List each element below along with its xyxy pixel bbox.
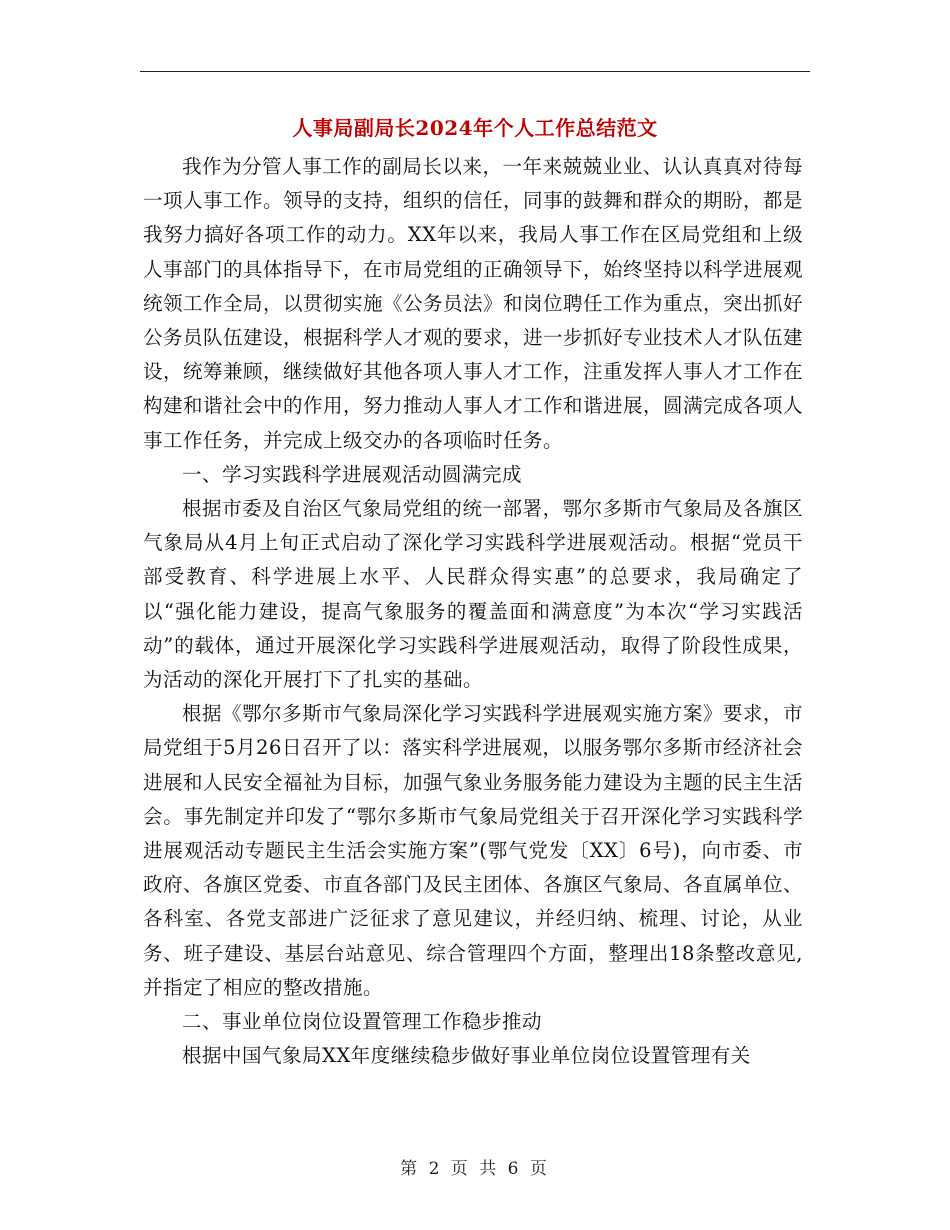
document-body	[143, 150, 803, 1073]
paragraph-section-2a: 根据中国气象局XX年度继续稳步做好事业单位岗位设置管理有关	[182, 1044, 751, 1068]
page-footer: 第 2 页 共 6 页	[400, 1159, 550, 1179]
paragraph-section-1a: 根据市委及自治区气象局党组的统一部署，鄂尔多斯市气象局及各旗区气象局从4月上旬正式启动了深化学习实践科学进展观活动。根据“党员干部受教育、科学进展上水平、人民群众得实惠”的总要求，我局确定了以“强化能力建设，提高气象服务的覆盖面和满意度”为本次“学习实践活动”的载体，通过开展深化学习实践科学进展观活动，取得了阶段性成果，为活动的深化开展打下了扎实的基础。	[143, 497, 803, 692]
paragraph-section-1b: 根据《鄂尔多斯市气象局深化学习实践科学进展观实施方案》要求，市局党组于5月26日召开了以：落实科学进展观，以服务鄂尔多斯市经济社会进展和人民安全福祉为目标，加强气象业务服务能力建设为主题的民主生活会。事先制定并印发了“鄂尔多斯市气象局党组关于召开深化学习实践科学进展观活动专题民主生活会实施方案”(鄂气党发〔XX〕6号)，向市委、市政府、各旗区党委、市直各部门及民主团体、各旗区气象局、各直属单位、各科室、各党支部进广泛征求了意见建议，并经归纳、梳理、讨论，从业务、班子建设、基层台站意见、综合管理四个方面，整理出18条整改意见,并指定了相应的整改措施。	[143, 702, 804, 999]
section-heading-1: 一、学习实践科学进展观活动圆满完成	[182, 462, 523, 486]
section-heading-2: 二、事业单位岗位设置管理工作稳步推动	[182, 1010, 543, 1034]
document-title: 人事局副局长2024年个人工作总结范文	[292, 116, 658, 140]
header-rule	[140, 71, 810, 72]
paragraph-intro: 我作为分管人事工作的副局长以来，一年来兢兢业业、认认真真对待每一项人事工作。领导的支持，组织的信任，同事的鼓舞和群众的期盼，都是我努力搞好各项工作的动力。XX年以来，我局人事工作在区局党组和上级人事部门的具体指导下，在市局党组的正确领导下，始终坚持以科学进展观统领工作全局，以贯彻实施《公务员法》和岗位聘任工作为重点，突出抓好公务员队伍建设，根据科学人才观的要求，进一步抓好专业技术人才队伍建设，统筹兼顾，继续做好其他各项人事人才工作，注重发挥人事人才工作在构建和谐社会中的作用，努力推动人事人才工作和谐进展，圆满完成各项人事工作任务，并完成上级交办的各项临时任务。	[143, 155, 804, 452]
